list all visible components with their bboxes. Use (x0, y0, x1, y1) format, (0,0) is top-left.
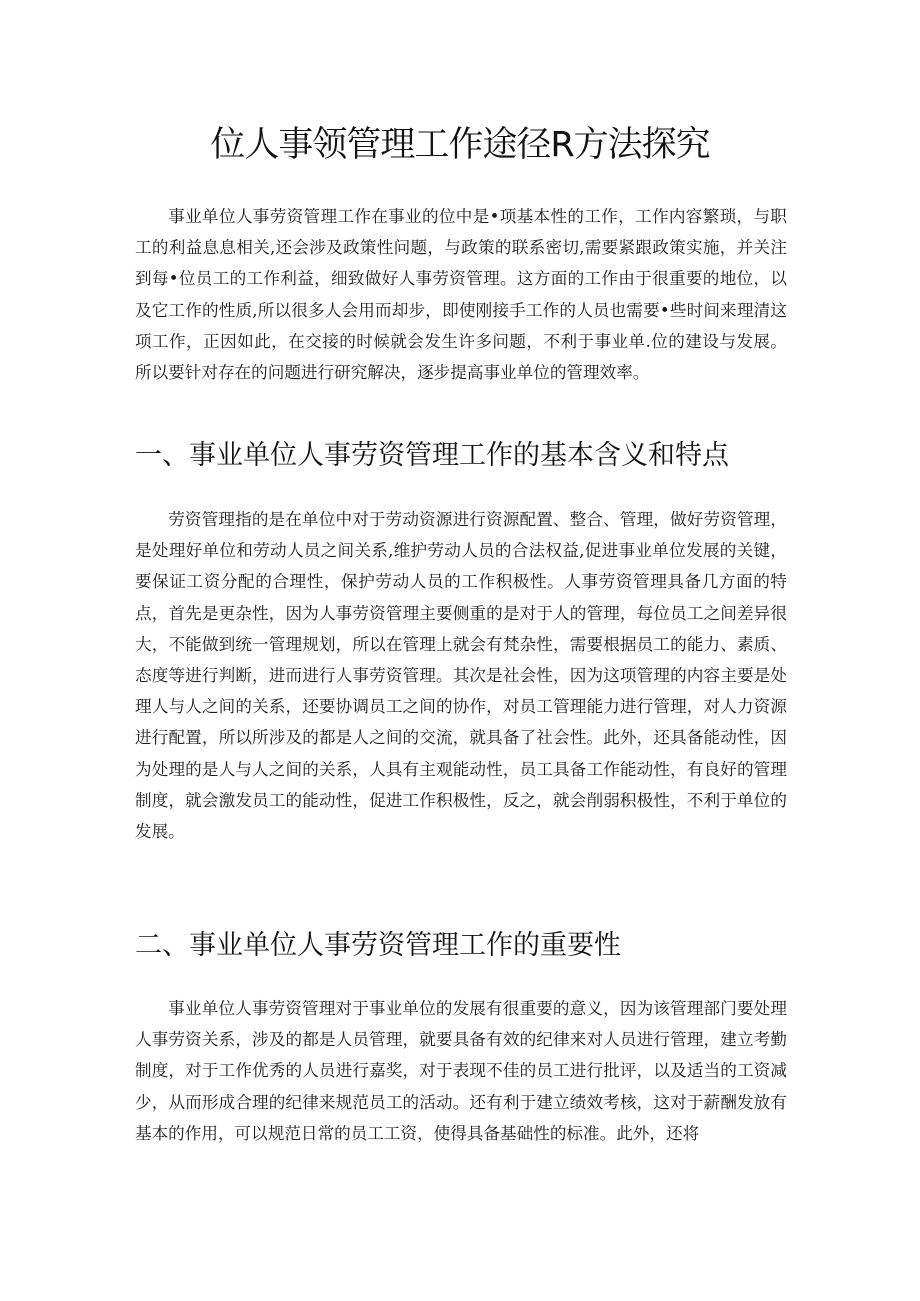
section-body-1: 劳资管理指的是在单位中对于劳动资源进行资源配置、整合、管理，做好劳资管理，是处理好单位和劳动人员之间关系,维护劳动人员的合法权益,促进事业单位发展的关键，要保证工资分配的合理性，保护劳动人员的工作积极性。人事劳资管理具备几方面的特点，首先是更杂性，因为人事劳资管理主要侧重的是对于人的管理，每位员工之间差异很大，不能做到统一管理规划，所以在管理上就会有梵杂性，需要根据员工的能力、素质、态度等进行判断，进而进行人事劳资管理。其次是社会性，因为这项管理的内容主要是处理人与人之间的关系，还要协调员工之间的协作，对员工管理能力进行管理，对人力资源进行配置，所以所涉及的都是人之间的交流，就具备了社会性。此外，还具备能动性，因为处理的是人与人之间的关系，人具有主观能动性，员工具备工作能动性，有良好的管理制度，就会激发员工的能动性，促进工作积极性，反之，就会削弱积极性，不利于单位的发展。 (135, 510, 787, 842)
section-heading-1: 一、事业单位人事劳资管理工作的基本含义和特点 (135, 440, 729, 471)
intro-paragraph: 事业单位人事劳资管理工作在事业的位中是•项基本性的工作，工作内容繁琐，与职工的利益息息相关,还会涉及政策性问题，与政策的联系密切,需要紧跟政策实施，并关注到每•位员工的工作利益，细致做好人事劳资管理。这方面的工作由于很重要的地位，以及它工作的性质,所以很多人会用而却步，即使刚接手工作的人员也需要•些时间来理清这项工作，正因如此，在交接的时候就会发生许多问题，不利于事业单.位的建设与发展。所以要针对存在的问题进行研究解决，逐步提高事业单位的管理效率。 (135, 207, 787, 383)
document-title: 位人事领管理工作途径R方法探究 (210, 125, 710, 165)
section-heading-2: 二、事业单位人事劳资管理工作的重要性 (135, 930, 621, 961)
section-body-2: 事业单位人事劳资管理对于事业单位的发展有很重要的意义，因为该管理部门要处理人事劳资关系，涉及的都是人员管理，就要具备有效的纪律来对人员进行管理，建立考勤制度，对于工作优秀的人员进行嘉奖，对于表现不佳的员工进行批评，以及适当的工资减少，从而形成合理的纪律来规范员工的活动。还有利于建立绩效考核，这对于薪酬发放有基本的作用，可以规范日常的员工工资，使得具备基础性的标准。此外，还将 (135, 999, 787, 1143)
